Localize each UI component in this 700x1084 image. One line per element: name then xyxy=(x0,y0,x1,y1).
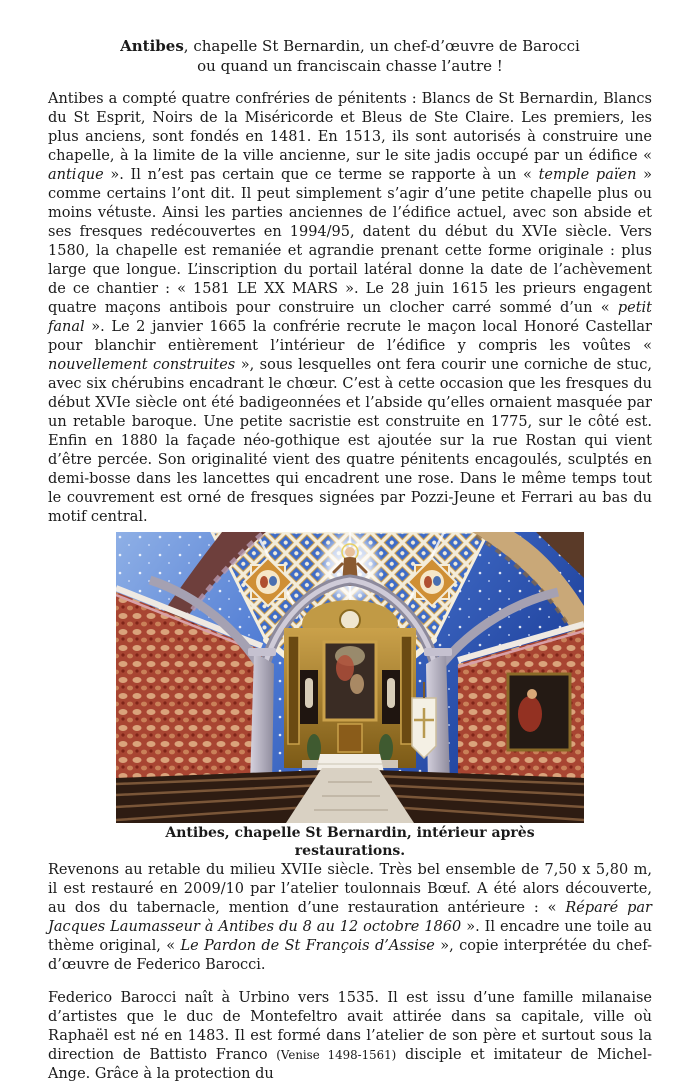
figure-block xyxy=(116,532,584,860)
page-title xyxy=(48,36,652,76)
side-painting xyxy=(508,674,570,750)
title-rest: , chapelle St Bernardin, un chef-d’œuvre de Barocci xyxy=(183,37,580,55)
vault-medallion-left xyxy=(244,558,292,606)
title-line-1 xyxy=(48,36,652,56)
paragraph-retable: Revenons au retable du milieu XVIIe siècle. Très bel ensemble de 7,50 x 5,80 m, il est restauré en 2009/10 par l’atelier toulonnais Bœuf. A été alors découverte, au dos du tabernacle, mention d’une restauration antérieure : « Réparé par Jacques Laumasseur à Antibes du 8 au 12 octobre 1860 ». Il encadre une toile au thème original, « Le Pardon de St François d’Assise », copie interprétée du chef-d’œuvre de Federico Barocci. xyxy=(48,862,652,973)
paragraph-barocci: Federico Barocci naît à Urbino vers 1535. Il est issu d’une famille milanaise d’artistes que le duc de Montefeltro avait attirée dans sa capitale, ville où Raphaël est né en 1483. Il est formé dans l’atelier de son père et surtout sous la direction de Battisto Franco (Venise 1498-1561) disciple et imitateur de Michel-Ange. Grâce à la protection du xyxy=(48,990,653,1082)
title-line-2: ou quand un franciscain chasse l’autre ! xyxy=(197,57,503,75)
vault-medallion-right xyxy=(408,558,456,606)
chapel-interior-photo xyxy=(116,532,584,823)
paragraph-gap xyxy=(48,975,652,989)
title-bold: Antibes xyxy=(120,37,184,55)
baroque-retable xyxy=(284,600,416,782)
figure-caption: Antibes, chapelle St Bernardin, intérieur après restaurations. xyxy=(165,825,535,859)
paragraph-history: Antibes a compté quatre confréries de pénitents : Blancs de St Bernardin, Blancs du St Esprit, Noirs de la Miséricorde et Bleus de Ste Claire. Les premiers, les plus anciens, sont fondés en 1481. En 1513, ils sont autorisés à construire une chapelle, à la limite de la ville ancienne, sur le site jadis occupé par un édifice « antique ». Il n’est pas certain que ce terme se rapporte à un « temple païen » comme certains l’ont dit. Il peut simplement s’agir d’une petite chapelle plus ou moins vétuste. Ainsi les parties anciennes de l’édifice actuel, avec son abside et ses fresques redécouvertes en 1994/95, datent du début du XVIe siècle. Vers 1580, la chapelle est remaniée et agrandie prenant cette forme originale : plus large que longue. L’inscription du portail latéral donne la date de l’achèvement de ce chantier : « 1581 LE XX MARS ». Le 28 juin 1615 les prieurs engagent quatre maçons antibois pour construire un clocher carré sommé d’un « petit fanal ». Le 2 janvier 1665 la confrérie recrute le maçon local Honoré Castellar pour blanchir entièrement l’intérieur de l’édifice y compris les voûtes « nouvellement construites », sous lesquelles ont fera courir une corniche de stuc, avec six chérubins encadrant le chœur. C’est à cette occasion que les fresques du début XVIe siècle ont été badigeonnées et l’abside qu’elles ornaient masquée par un retable baroque. Une petite sacristie est construite en 1775, sur le côté est. Enfin en 1880 la façade néo-gothique est ajoutée sur la rue Rostan qui vient d’être percée. Son originalité vient des quatre pénitents encagoulés, sculptés en demi-bosse dans les lancettes qui encadrent une rose. Dans le même temps tout le couvrement est orné de fresques signées par Pozzi-Jeune et Ferrari au bas du motif central. xyxy=(48,91,653,525)
